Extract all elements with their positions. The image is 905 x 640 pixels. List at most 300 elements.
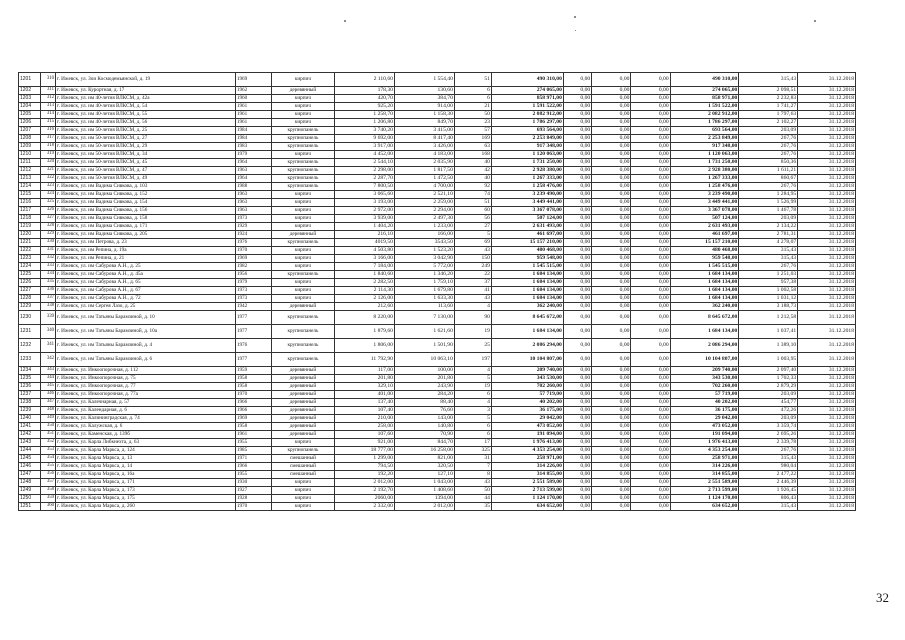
- sub-number: 356: [40, 471, 55, 479]
- table-row: [19, 287, 856, 295]
- table-row: [19, 325, 856, 339]
- rate-per-m2-cell: 315,43: [739, 247, 798, 255]
- total-area-cell: 401,00: [335, 391, 395, 399]
- zero-cell: 0,00: [563, 487, 591, 495]
- sub-number: 316: [40, 127, 55, 135]
- zero-cell: 0,00: [563, 199, 591, 207]
- date-cell: 31.12.2018: [798, 87, 856, 95]
- rate-per-m2-cell: 1 031,12: [739, 295, 798, 303]
- year-cell: 1929: [235, 223, 271, 231]
- zero-cell: 0,00: [563, 73, 591, 87]
- table-row: [19, 111, 856, 119]
- zero-cell: 0,00: [563, 159, 591, 167]
- date-cell: 31.12.2018: [798, 167, 856, 175]
- table-row: [19, 223, 856, 231]
- wall-material-cell: крупнопанель: [271, 353, 334, 367]
- total-cost-cell: 1 591 522,00: [670, 103, 739, 111]
- address-cell: г. Ижевск, ул. им Сабурова А.Н., д. 72: [56, 295, 236, 303]
- cost-cell: 3 449 441,00: [491, 199, 563, 207]
- address-cell: г. Ижевск, ул. Калужская, д. 6: [56, 423, 236, 431]
- zero-cell: 0,00: [631, 423, 670, 431]
- table-row: [19, 279, 856, 287]
- date-cell: 31.12.2018: [798, 127, 856, 135]
- wall-material-cell: кирпич: [271, 119, 334, 127]
- wall-material-cell: крупнопанель: [271, 311, 334, 325]
- sub-number: 323: [40, 183, 55, 191]
- year-cell: 1969: [235, 73, 271, 87]
- table-row: [19, 199, 856, 207]
- date-cell: 31.12.2018: [798, 503, 856, 511]
- living-area-cell: 1 408,60: [394, 487, 454, 495]
- zero-cell: 0,00: [631, 127, 670, 135]
- total-area-cell: 2060,00: [335, 495, 395, 503]
- total-area-cell: 2 126,00: [335, 295, 395, 303]
- rate-per-m2-cell: 2 102,27: [739, 119, 798, 127]
- zero-cell: 0,00: [592, 471, 631, 479]
- zero-cell: 0,00: [592, 339, 631, 353]
- residents-count-cell: 22: [454, 271, 491, 279]
- row-number: 1234: [19, 367, 41, 375]
- address-cell: г. Ижевск, ул. им Вадима Сивкова, д. 156: [56, 207, 236, 215]
- cost-cell: 2 253 849,00: [491, 135, 563, 143]
- zero-cell: 0,00: [631, 103, 670, 111]
- table-row: [19, 353, 856, 367]
- cost-cell: 473 052,00: [491, 423, 563, 431]
- zero-cell: 0,00: [563, 151, 591, 159]
- year-cell: 1963: [235, 199, 271, 207]
- zero-cell: 0,00: [592, 255, 631, 263]
- cost-cell: 634 652,00: [491, 503, 563, 511]
- year-cell: 1973: [235, 295, 271, 303]
- cost-cell: 507 124,00: [491, 215, 563, 223]
- total-area-cell: 1 840,60: [335, 271, 395, 279]
- total-area-cell: 7 184,00: [335, 263, 395, 271]
- total-cost-cell: 40 202,00: [670, 399, 739, 407]
- sub-number: 322: [40, 175, 55, 183]
- year-cell: 1961: [235, 103, 271, 111]
- date-cell: 31.12.2018: [798, 103, 856, 111]
- residents-count-cell: 43: [454, 479, 491, 487]
- sub-number: 347: [40, 399, 55, 407]
- year-cell: 1984: [235, 135, 271, 143]
- date-cell: 31.12.2018: [798, 339, 856, 353]
- total-area-cell: 3 166,00: [335, 255, 395, 263]
- date-cell: 31.12.2018: [798, 183, 856, 191]
- year-cell: 1988: [235, 183, 271, 191]
- total-area-cell: 107,40: [335, 407, 395, 415]
- zero-cell: 0,00: [592, 73, 631, 87]
- cost-cell: 10 104 807,00: [491, 353, 563, 367]
- wall-material-cell: кирпич: [271, 263, 334, 271]
- date-cell: 31.12.2018: [798, 119, 856, 127]
- residents-count-cell: 25: [454, 339, 491, 353]
- date-cell: 31.12.2018: [798, 439, 856, 447]
- cost-cell: 1 684 134,00: [491, 295, 563, 303]
- zero-cell: 0,00: [563, 407, 591, 415]
- total-area-cell: 2 972,00: [335, 207, 395, 215]
- row-number: 1205: [19, 111, 41, 119]
- scan-speck: [814, 20, 816, 22]
- table-row: [19, 191, 856, 199]
- row-number: 1238: [19, 399, 41, 407]
- table-row: [19, 431, 856, 439]
- total-cost-cell: 3 367 078,00: [670, 207, 739, 215]
- year-cell: 1930: [235, 479, 271, 487]
- year-cell: 1959: [235, 367, 271, 375]
- date-cell: 31.12.2018: [798, 367, 856, 375]
- address-cell: г. Ижевск, ул. Карла Либкнехта, д. 63: [56, 439, 236, 447]
- living-area-cell: 201,80: [394, 375, 454, 383]
- zero-cell: 0,00: [563, 339, 591, 353]
- wall-material-cell: кирпич: [271, 503, 334, 511]
- residents-count-cell: 5: [454, 375, 491, 383]
- date-cell: 31.12.2018: [798, 247, 856, 255]
- table-row: [19, 407, 856, 415]
- wall-material-cell: кирпич: [271, 207, 334, 215]
- zero-cell: 0,00: [592, 455, 631, 463]
- total-area-cell: 4 452,00: [335, 151, 395, 159]
- zero-cell: 0,00: [592, 143, 631, 151]
- year-cell: 1966: [235, 463, 271, 471]
- cost-cell: 314 226,00: [491, 463, 563, 471]
- rate-per-m2-cell: 315,43: [739, 503, 798, 511]
- zero-cell: 0,00: [631, 119, 670, 127]
- sub-number: 342: [40, 353, 55, 367]
- wall-material-cell: кирпич: [271, 487, 334, 495]
- residents-count-cell: 56: [454, 215, 491, 223]
- rate-per-m2-cell: 267,76: [739, 143, 798, 151]
- total-cost-cell: 57 719,00: [670, 391, 739, 399]
- zero-cell: 0,00: [592, 303, 631, 311]
- zero-cell: 0,00: [592, 263, 631, 271]
- cost-cell: 2 082 912,00: [491, 111, 563, 119]
- year-cell: 1955: [235, 471, 271, 479]
- row-number: 1251: [19, 503, 41, 511]
- address-cell: г. Ижевск, ул. Инкоопорочная, д. 112: [56, 367, 236, 375]
- address-cell: г. Ижевск, ул. им 50-летия ВЛКСМ, д. 29: [56, 143, 236, 151]
- wall-material-cell: деревянный: [271, 415, 334, 423]
- row-number: 1214: [19, 183, 41, 191]
- cost-cell: 702 260,00: [491, 383, 563, 391]
- living-area-cell: 130,60: [394, 87, 454, 95]
- zero-cell: 0,00: [563, 479, 591, 487]
- row-number: 1233: [19, 353, 41, 367]
- zero-cell: 0,00: [631, 295, 670, 303]
- date-cell: 31.12.2018: [798, 95, 856, 103]
- zero-cell: 0,00: [631, 73, 670, 87]
- cost-cell: 461 697,00: [491, 231, 563, 239]
- date-cell: 31.12.2018: [798, 423, 856, 431]
- table-row: [19, 399, 856, 407]
- zero-cell: 0,00: [592, 487, 631, 495]
- year-cell: 1961: [235, 111, 271, 119]
- year-cell: 1985: [235, 447, 271, 455]
- address-cell: г. Ижевск, ул. Калечнарная, д. 57: [56, 399, 236, 407]
- total-area-cell: 925,20: [335, 103, 395, 111]
- date-cell: 31.12.2018: [798, 207, 856, 215]
- scan-speck: [574, 16, 576, 18]
- table-row: [19, 439, 856, 447]
- table-row: [19, 295, 856, 303]
- residents-count-cell: 197: [454, 353, 491, 367]
- table-row: [19, 127, 856, 135]
- total-area-cell: 7 800,50: [335, 183, 395, 191]
- table-row: [19, 487, 856, 495]
- address-cell: г. Ижевск, ул. Карла Маркса, д. 175: [56, 495, 236, 503]
- rate-per-m2-cell: 2 232,83: [739, 95, 798, 103]
- sub-number: 352: [40, 439, 55, 447]
- sub-number: 332: [40, 255, 55, 263]
- row-number: 1229: [19, 303, 41, 311]
- living-area-cell: 140,80: [394, 423, 454, 431]
- total-area-cell: 1 879,60: [335, 325, 395, 339]
- residents-count-cell: 74: [454, 191, 491, 199]
- rate-per-m2-cell: 3 188,73: [739, 303, 798, 311]
- zero-cell: 0,00: [563, 175, 591, 183]
- rate-per-m2-cell: 2 097,40: [739, 367, 798, 375]
- residents-count-cell: 17: [454, 439, 491, 447]
- wall-material-cell: крупнопанель: [271, 143, 334, 151]
- rate-per-m2-cell: 2 134,22: [739, 223, 798, 231]
- year-cell: 1927: [235, 487, 271, 495]
- address-cell: г. Ижевск, ул. им 50-летия ВЛКСМ, д. 25: [56, 127, 236, 135]
- zero-cell: 0,00: [631, 311, 670, 325]
- total-area-cell: 1 299,00: [335, 455, 395, 463]
- wall-material-cell: деревянный: [271, 375, 334, 383]
- total-cost-cell: 314 855,00: [670, 471, 739, 479]
- total-cost-cell: 2 713 599,00: [670, 487, 739, 495]
- living-area-cell: 10 063,10: [394, 353, 454, 367]
- residents-count-cell: 21: [454, 103, 491, 111]
- table-row: [19, 215, 856, 223]
- zero-cell: 0,00: [592, 239, 631, 247]
- wall-material-cell: деревянный: [271, 407, 334, 415]
- total-area-cell: 201,80: [335, 375, 395, 383]
- row-number: 1232: [19, 339, 41, 353]
- date-cell: 31.12.2018: [798, 223, 856, 231]
- cost-cell: 3 367 078,00: [491, 207, 563, 215]
- residents-count-cell: 150: [454, 255, 491, 263]
- living-area-cell: 1 346,20: [394, 271, 454, 279]
- address-cell: г. Ижевск, ул. им Вадима Сивкова, д. 205: [56, 231, 236, 239]
- zero-cell: 0,00: [631, 399, 670, 407]
- sub-number: 326: [40, 207, 55, 215]
- cost-cell: 858 971,00: [491, 95, 563, 103]
- zero-cell: 0,00: [563, 439, 591, 447]
- zero-cell: 0,00: [592, 183, 631, 191]
- wall-material-cell: кирпич: [271, 495, 334, 503]
- residents-count-cell: 325: [454, 447, 491, 455]
- zero-cell: 0,00: [592, 207, 631, 215]
- row-number: 1240: [19, 415, 41, 423]
- total-cost-cell: 1 731 250,00: [670, 159, 739, 167]
- table-row: [19, 95, 856, 103]
- zero-cell: 0,00: [563, 295, 591, 303]
- wall-material-cell: деревянный: [271, 431, 334, 439]
- address-cell: г. Ижевск, ул. им Репина, д. 21: [56, 255, 236, 263]
- wall-material-cell: кирпич: [271, 95, 334, 103]
- zero-cell: 0,00: [631, 407, 670, 415]
- total-cost-cell: 36 175,00: [670, 407, 739, 415]
- rate-per-m2-cell: 1 003,95: [739, 353, 798, 367]
- table-row: [19, 159, 856, 167]
- zero-cell: 0,00: [631, 279, 670, 287]
- total-cost-cell: 2 928 380,00: [670, 167, 739, 175]
- residents-count-cell: 43: [454, 247, 491, 255]
- zero-cell: 0,00: [631, 87, 670, 95]
- sub-number: 312: [40, 95, 55, 103]
- table-row: [19, 73, 856, 87]
- row-number: 1250: [19, 495, 41, 503]
- total-cost-cell: 2 086 294,00: [670, 339, 739, 353]
- wall-material-cell: деревянный: [271, 367, 334, 375]
- zero-cell: 0,00: [592, 439, 631, 447]
- sub-number: 318: [40, 143, 55, 151]
- living-area-cell: 914,00: [394, 103, 454, 111]
- zero-cell: 0,00: [592, 495, 631, 503]
- cost-cell: 480 468,00: [491, 247, 563, 255]
- wall-material-cell: кирпич: [271, 151, 334, 159]
- zero-cell: 0,00: [592, 119, 631, 127]
- date-cell: 31.12.2018: [798, 303, 856, 311]
- living-area-cell: 1394,00: [394, 495, 454, 503]
- residents-count-cell: 31: [454, 455, 491, 463]
- residents-count-cell: 4: [454, 303, 491, 311]
- row-number: 1242: [19, 431, 41, 439]
- row-number: 1219: [19, 223, 41, 231]
- date-cell: 31.12.2018: [798, 215, 856, 223]
- table-row: [19, 383, 856, 391]
- residents-count-cell: 35: [454, 503, 491, 511]
- cost-cell: 209 740,00: [491, 367, 563, 375]
- zero-cell: 0,00: [592, 391, 631, 399]
- zero-cell: 0,00: [631, 367, 670, 375]
- sub-number: 358: [40, 487, 55, 495]
- residents-count-cell: 19: [454, 325, 491, 339]
- zero-cell: 0,00: [563, 503, 591, 511]
- row-number: 1237: [19, 391, 41, 399]
- table-row: [19, 455, 856, 463]
- sub-number: 344: [40, 375, 55, 383]
- total-area-cell: 2 282,50: [335, 279, 395, 287]
- table-row: [19, 471, 856, 479]
- living-area-cell: 127,10: [394, 471, 454, 479]
- total-cost-cell: 29 042,00: [670, 415, 739, 423]
- address-cell: г. Ижевск, ул. им 50-летия ВЛКСМ, д. 49: [56, 175, 236, 183]
- rate-per-m2-cell: 980,04: [739, 463, 798, 471]
- rate-per-m2-cell: 203,09: [739, 215, 798, 223]
- zero-cell: 0,00: [563, 239, 591, 247]
- address-cell: г. Ижевск, ул. Инкоопорочная, д. 77: [56, 383, 236, 391]
- zero-cell: 0,00: [631, 455, 670, 463]
- living-area-cell: 243,90: [394, 383, 454, 391]
- address-cell: г. Ижевск, ул. Карла Маркса, д. 14: [56, 463, 236, 471]
- page-number: 32: [876, 590, 889, 605]
- living-area-cell: 320,50: [394, 463, 454, 471]
- rate-per-m2-cell: 315,43: [739, 73, 798, 87]
- residents-count-cell: 50: [454, 487, 491, 495]
- living-area-cell: 3543,50: [394, 239, 454, 247]
- date-cell: 31.12.2018: [798, 431, 856, 439]
- zero-cell: 0,00: [631, 263, 670, 271]
- zero-cell: 0,00: [563, 353, 591, 367]
- residents-count-cell: 69: [454, 239, 491, 247]
- rate-per-m2-cell: 267,76: [739, 447, 798, 455]
- address-cell: г. Ижевск, ул. им 40-летия ВЛКСМ, д. 55: [56, 111, 236, 119]
- address-cell: г. Ижевск, ул. им Сабурова А.Н., д. 67: [56, 287, 236, 295]
- date-cell: 31.12.2018: [798, 415, 856, 423]
- wall-material-cell: кирпич: [271, 287, 334, 295]
- sub-number: 328: [40, 223, 55, 231]
- zero-cell: 0,00: [592, 423, 631, 431]
- total-cost-cell: 1 684 134,00: [670, 325, 739, 339]
- zero-cell: 0,00: [592, 215, 631, 223]
- zero-cell: 0,00: [592, 431, 631, 439]
- row-number: 1248: [19, 479, 41, 487]
- residents-count-cell: 63: [454, 143, 491, 151]
- living-area-cell: 2 294,00: [394, 207, 454, 215]
- cost-cell: 258 971,00: [491, 455, 563, 463]
- wall-material-cell: деревянный: [271, 423, 334, 431]
- sub-number: 346: [40, 391, 55, 399]
- total-cost-cell: 258 971,00: [670, 455, 739, 463]
- sub-number: 360: [40, 503, 55, 511]
- date-cell: 31.12.2018: [798, 135, 856, 143]
- table-row: [19, 303, 856, 311]
- year-cell: 1970: [235, 503, 271, 511]
- date-cell: 31.12.2018: [798, 487, 856, 495]
- zero-cell: 0,00: [631, 95, 670, 103]
- table-row: [19, 143, 856, 151]
- total-area-cell: 420,70: [335, 95, 395, 103]
- table-row: [19, 311, 856, 325]
- table-row: [19, 167, 856, 175]
- row-number: 1220: [19, 231, 41, 239]
- zero-cell: 0,00: [631, 207, 670, 215]
- total-area-cell: 3 939,00: [335, 215, 395, 223]
- zero-cell: 0,00: [563, 367, 591, 375]
- wall-material-cell: кирпич: [271, 199, 334, 207]
- row-number: 1213: [19, 175, 41, 183]
- rate-per-m2-cell: 267,76: [739, 183, 798, 191]
- wall-material-cell: крупнопанель: [271, 159, 334, 167]
- table-row: [19, 239, 856, 247]
- address-cell: г. Ижевск, ул. Каменская, д. 139б: [56, 431, 236, 439]
- total-cost-cell: 1 120 063,00: [670, 151, 739, 159]
- living-area-cell: 7 130,00: [394, 311, 454, 325]
- zero-cell: 0,00: [563, 255, 591, 263]
- rate-per-m2-cell: 860,67: [739, 175, 798, 183]
- row-number: 1245: [19, 455, 41, 463]
- year-cell: 1966: [235, 399, 271, 407]
- zero-cell: 0,00: [563, 271, 591, 279]
- zero-cell: 0,00: [631, 339, 670, 353]
- housing-register-table: [18, 72, 856, 511]
- date-cell: 31.12.2018: [798, 143, 856, 151]
- residents-count-cell: 60: [454, 207, 491, 215]
- zero-cell: 0,00: [592, 231, 631, 239]
- living-area-cell: 1 679,80: [394, 287, 454, 295]
- zero-cell: 0,00: [592, 191, 631, 199]
- row-number: 1210: [19, 151, 41, 159]
- year-cell: 1973: [235, 287, 271, 295]
- wall-material-cell: кирпич: [271, 111, 334, 119]
- residents-count-cell: 6: [454, 87, 491, 95]
- living-area-cell: 2 035,90: [394, 159, 454, 167]
- year-cell: 1970: [235, 247, 271, 255]
- zero-cell: 0,00: [631, 431, 670, 439]
- year-cell: 1983: [235, 143, 271, 151]
